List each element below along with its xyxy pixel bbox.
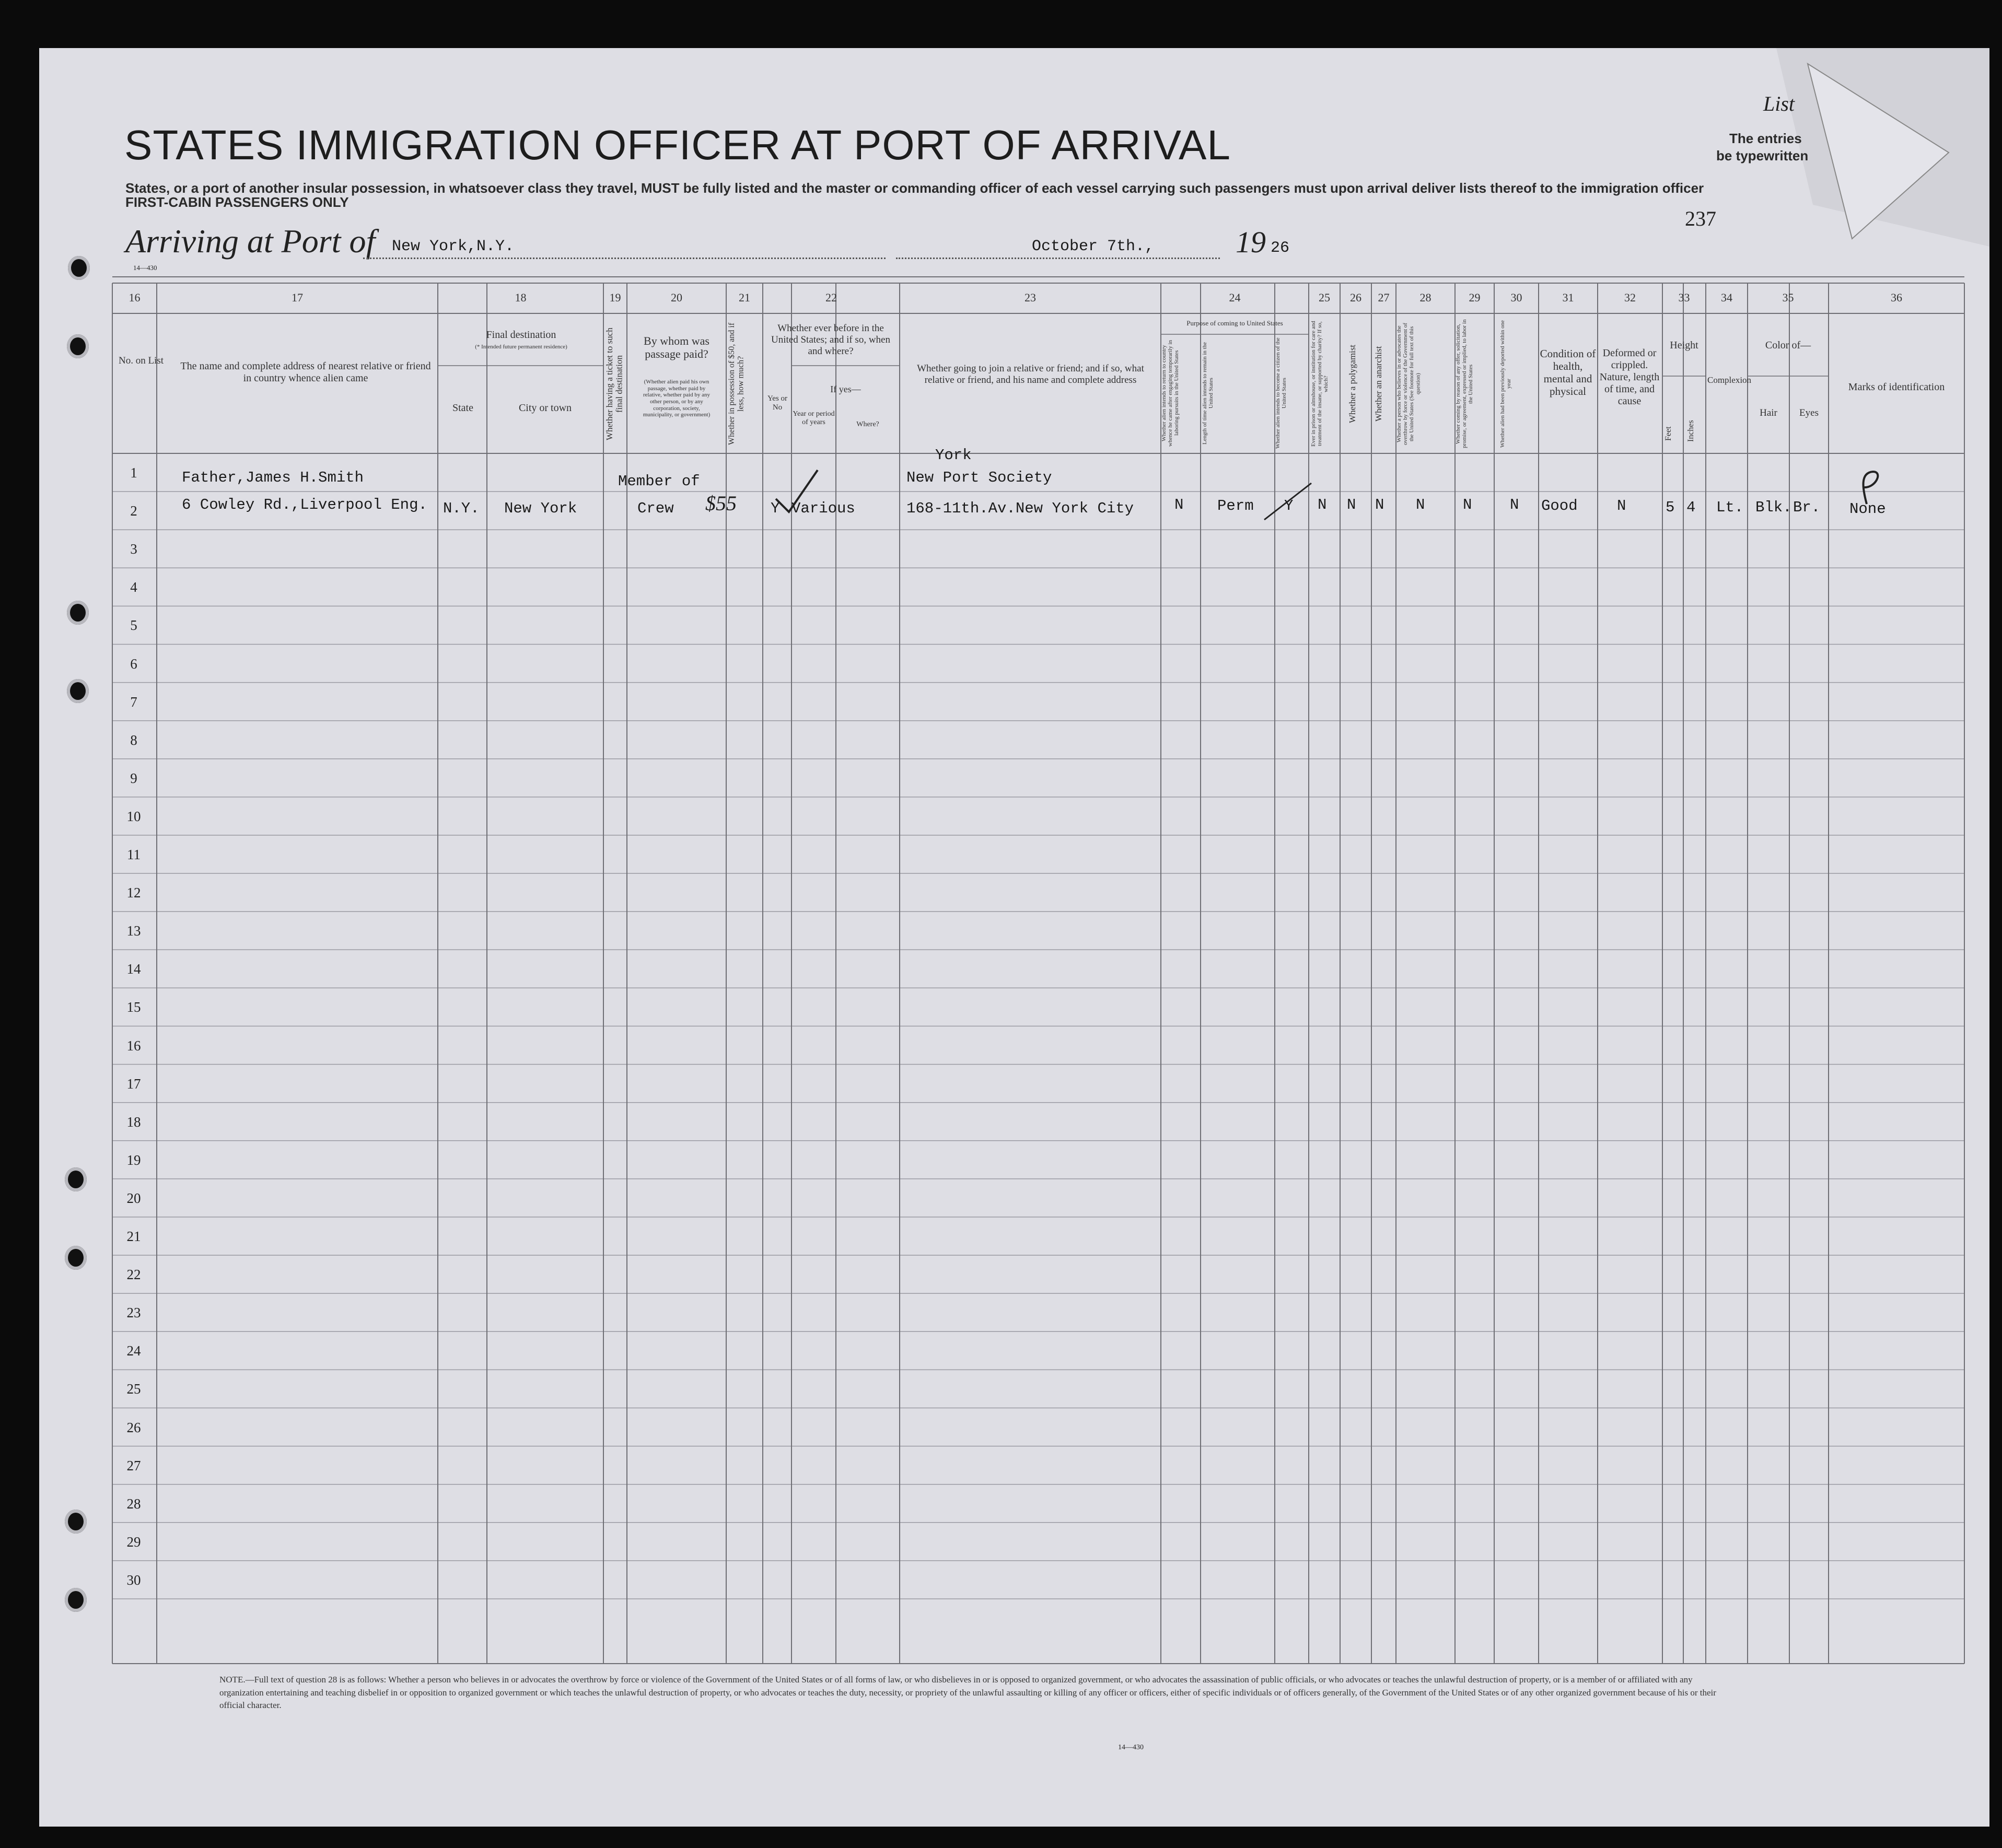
column-number: 20 — [671, 291, 682, 304]
header-feet: Feet — [1664, 426, 1673, 441]
entry-complexion: Lt. — [1716, 499, 1744, 516]
entry-passage-paid-2: Crew — [637, 500, 674, 517]
header-health: Condition of health, mental and physical — [1540, 347, 1596, 398]
entry-anarchist: N — [1375, 496, 1384, 513]
row-number: 15 — [126, 999, 141, 1015]
form-code: 14—430 — [133, 264, 157, 272]
row-number: 12 — [126, 885, 141, 901]
row-number: 25 — [126, 1381, 141, 1397]
header-labor-offer: Whether coming by reason of any offer, solicitation, promise, or agreement, expressed or implied, to labor in the United States — [1455, 319, 1474, 449]
header-passage-paid: By whom was passage paid? — [644, 334, 709, 361]
entries-note: The entries — [1729, 131, 1802, 146]
row-number: 13 — [126, 923, 141, 939]
handwritten-initial — [1852, 467, 1883, 507]
entry-deported: N — [1510, 496, 1519, 513]
entry-labor-offer: N — [1463, 496, 1472, 513]
row-number: 1 — [130, 465, 137, 481]
header-hair: Hair — [1760, 407, 1777, 418]
entry-polygamist: N — [1347, 496, 1356, 513]
entry-passage-paid: Member of — [618, 473, 700, 490]
header-purpose-length: Length of time alien intends to remain in the United States — [1202, 342, 1215, 445]
column-number: 32 — [1624, 291, 1636, 304]
entry-inches: 4 — [1686, 499, 1696, 516]
row-number: 20 — [126, 1190, 141, 1206]
header-marks: Marks of identification — [1848, 381, 1945, 393]
row-number: 11 — [127, 847, 141, 862]
page-title: STATES IMMIGRATION OFFICER AT PORT OF ARRIVAL — [124, 122, 1231, 168]
column-number: 26 — [1350, 291, 1361, 304]
entry-state: N.Y. — [443, 500, 480, 517]
header-joining: Whether going to join a relative or friend; and if so, what relative or friend, and his name and complete address — [917, 363, 1144, 385]
entry-feet: 5 — [1666, 499, 1675, 516]
column-number: 25 — [1319, 291, 1330, 304]
entry-joining-name: New Port Society — [906, 469, 1052, 486]
row-number: 4 — [130, 579, 137, 595]
row-number: 21 — [126, 1229, 141, 1244]
date-value: October 7th., — [1032, 238, 1155, 255]
entry-joining-address: 168-11th.Av.New York City — [906, 500, 1134, 517]
row-number: 18 — [126, 1114, 141, 1130]
entry-city: New York — [504, 500, 577, 517]
entry-purpose-citizen: Y — [1284, 497, 1294, 514]
list-label: List — [1763, 92, 1795, 115]
footnote-form-code: 14—430 — [1118, 1744, 1144, 1751]
header-complexion: Complexion — [1707, 375, 1752, 385]
header-purpose: Purpose of coming to United States — [1186, 319, 1283, 327]
header-ever-before: Whether ever before in the United States; and if so, when and where? — [771, 323, 890, 357]
column-number: 31 — [1562, 291, 1574, 304]
column-number: 28 — [1419, 291, 1431, 304]
entry-relative-name: Father,James H.Smith — [182, 469, 364, 486]
header-inches: Inches — [1686, 420, 1695, 442]
header-where: Where? — [856, 420, 879, 428]
column-number: 34 — [1721, 291, 1732, 304]
header-color-of: Color of— — [1765, 340, 1811, 351]
header-state: State — [452, 402, 473, 414]
entry-money: $55 — [705, 492, 737, 515]
header-overthrow: Whether a person who believes in or advocates the overthrow by force or violence of the Government of the United States (See footnote for full text of this question) — [1396, 323, 1422, 445]
entry-purpose-return: N — [1174, 496, 1184, 513]
column-number: 17 — [292, 291, 303, 304]
column-number: 29 — [1469, 291, 1481, 304]
header-list-no: No. on List — [118, 355, 164, 366]
row-number: 8 — [130, 732, 137, 748]
instruction-text: States, or a port of another insular possession, in whatsoever class they travel, MUST be fully listed and the master or commanding officer of each vessel carrying such passengers must upon arrival deliver lists thereof to the immigration officer — [125, 180, 1704, 196]
handwritten-check-mark — [773, 467, 820, 514]
entry-overthrow: N — [1416, 496, 1425, 513]
header-city: City or town — [518, 402, 572, 414]
arriving-label: Arriving at Port of — [125, 223, 376, 260]
row-number: 16 — [126, 1037, 141, 1054]
header-if-yes: If yes— — [830, 384, 861, 394]
page-number: 237 — [1685, 207, 1716, 230]
row-number: 27 — [126, 1457, 141, 1473]
row-number: 3 — [130, 541, 137, 557]
header-height: Height — [1670, 340, 1698, 351]
column-number: 24 — [1229, 291, 1241, 304]
header-final-destination: Final destination — [486, 329, 556, 341]
header-polygamist: Whether a polygamist — [1347, 344, 1357, 424]
header-eyes: Eyes — [1799, 407, 1819, 418]
entry-ever-before: Y — [771, 500, 780, 517]
entry-eyes: Br. — [1793, 499, 1821, 516]
entry-purpose-length: Perm — [1217, 497, 1254, 514]
row-number: 14 — [126, 961, 141, 977]
entry-health: Good — [1541, 497, 1578, 514]
row-number: 10 — [126, 808, 141, 824]
header-deported: Whether alien had been previously deported within one year — [1499, 320, 1512, 448]
header-purpose-citizen: Whether alien intends to become a citizen of the United States — [1275, 337, 1288, 449]
column-number: 33 — [1678, 291, 1690, 304]
column-number: 36 — [1891, 291, 1902, 304]
row-number: 28 — [126, 1495, 141, 1512]
row-number: 19 — [126, 1152, 141, 1168]
column-number: 27 — [1378, 291, 1390, 304]
row-number: 30 — [126, 1572, 141, 1588]
port-value: New York,N.Y. — [392, 238, 515, 255]
row-number: 17 — [126, 1075, 141, 1092]
column-number: 16 — [129, 291, 141, 304]
entries-note: be typewritten — [1716, 148, 1809, 163]
column-number: 23 — [1025, 291, 1036, 304]
header-money: Whether in possession of $50, and if less, how much? — [727, 322, 746, 446]
row-number: 29 — [126, 1534, 141, 1550]
column-number: 22 — [825, 291, 837, 304]
entry-relative-address: 6 Cowley Rd.,Liverpool Eng. — [182, 496, 427, 513]
header-relative-address: The name and complete address of nearest relative or friend in country whence alien came — [180, 360, 431, 384]
entry-hair: Blk. — [1755, 499, 1792, 516]
header-anarchist: Whether an anarchist — [1374, 346, 1383, 422]
instruction-subtitle: FIRST-CABIN PASSENGERS ONLY — [125, 194, 349, 210]
column-number: 18 — [515, 291, 527, 304]
entry-deformed: N — [1617, 497, 1626, 514]
row-number: 24 — [126, 1343, 141, 1359]
row-number: 22 — [126, 1267, 141, 1283]
header-yes-no: Yes or No — [767, 394, 788, 412]
entry-marks: None — [1849, 500, 1886, 518]
row-number: 6 — [130, 656, 137, 672]
row-number: 9 — [130, 770, 137, 786]
entry-prison: N — [1318, 496, 1327, 513]
row-number: 7 — [130, 694, 137, 710]
row-number: 23 — [126, 1305, 141, 1321]
header-prison: Ever in prison or almshouse, or institution for care and treatment of the insane, or supported by charity? If so, which? — [1310, 321, 1330, 447]
column-number: 19 — [609, 291, 621, 304]
year-suffix: 26 — [1271, 239, 1290, 257]
header-final-destination-note: (* Intended future permanent residence) — [475, 344, 567, 350]
header-purpose-return: Whether alien intends to return to country whence he came after engaging temporarily in laboring pursuits in the United States — [1161, 340, 1180, 447]
row-number: 2 — [130, 503, 137, 519]
footnote-text: NOTE.—Full text of question 28 is as follows: Whether a person who believes in or advocates the overthrow by force or violence of the Government of the United States or of all forms of law, or who disbelieves in or is opposed to organized government, or who advocates the assassination of public officials, or who advocates or teaches the unlawful destruction of property, or is a member of or affiliated with any organization entertaining and teaching disbelief in or opposition to organized government or which teaches the unlawful destruction of property, or who advocates or teaches the duty, necessity, or propriety of the unlawful assaulting or killing of any officer or officers, either of specific individuals or of officers generally, of the Government of the United States or of any other organized government because of his or their official character. — [219, 1675, 1716, 1711]
entry-period: Various — [792, 500, 855, 517]
entry-joining-insert: York — [935, 447, 972, 464]
header-year-period: Year or period of years — [793, 410, 835, 427]
row-number: 5 — [130, 617, 137, 634]
header-ticket: Whether having a ticket to such final destination — [604, 328, 624, 440]
column-number: 30 — [1510, 291, 1522, 304]
handwritten-strike — [1262, 481, 1314, 522]
column-number: 35 — [1782, 291, 1794, 304]
year-prefix: 19 — [1236, 225, 1266, 259]
header-deformed: Deformed or crippled. Nature, length of time, and cause — [1599, 347, 1660, 407]
row-number: 26 — [126, 1419, 141, 1435]
column-number: 21 — [739, 291, 750, 304]
header-passage-note: (Whether alien paid his own passage, whether paid by relative, whether paid by any other person, or by any corporation, society, municipality, or government) — [643, 379, 711, 418]
